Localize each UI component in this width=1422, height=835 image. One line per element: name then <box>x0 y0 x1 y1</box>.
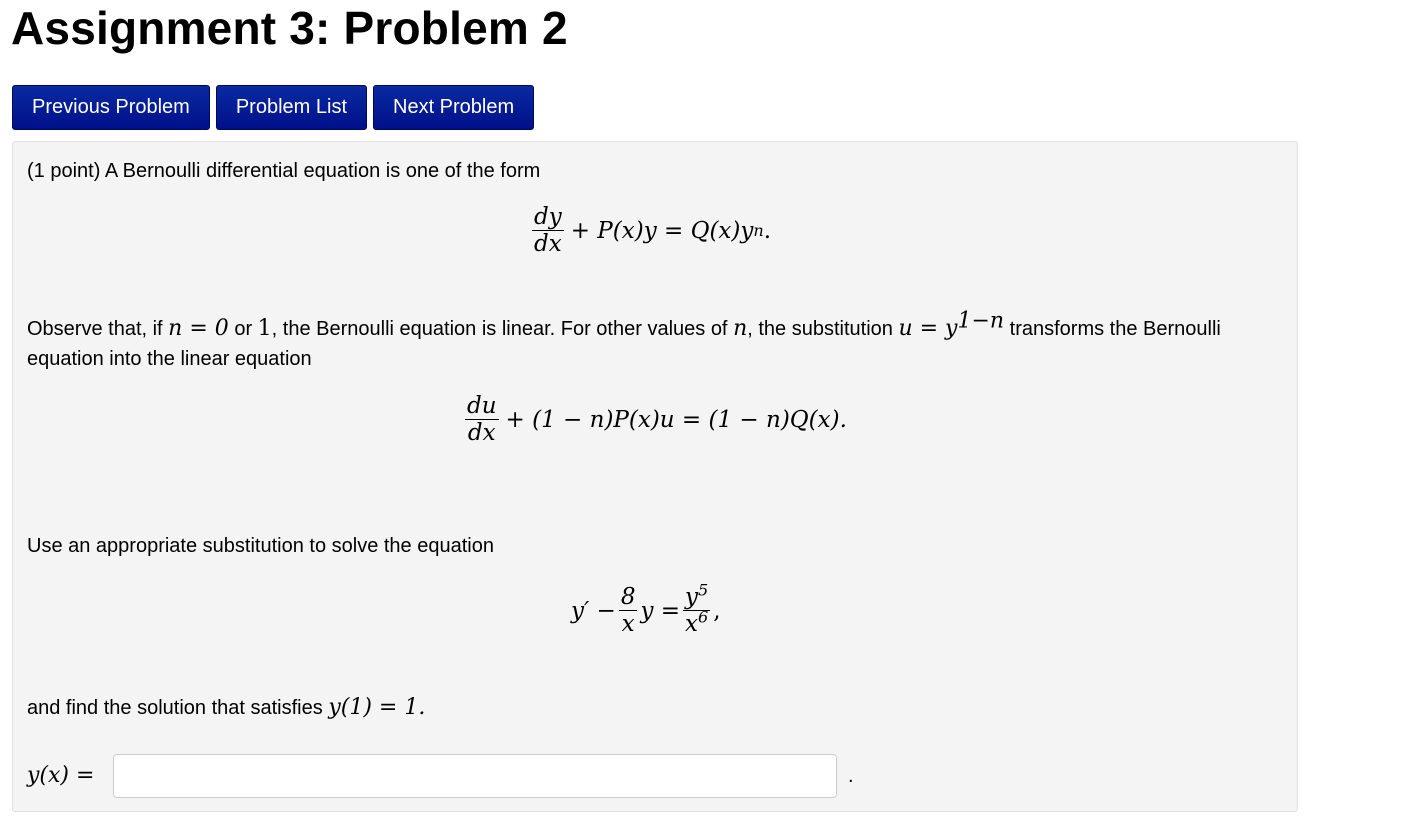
page-title: Assignment 3: Problem 2 <box>11 2 568 54</box>
answer-input[interactable] <box>113 754 837 798</box>
dy-dx-fraction: $\frac{dy}{dx}$ <box>534 204 562 257</box>
answer-end-period: . <box>848 765 854 787</box>
math-substitution-exponent: 1−n <box>957 308 1005 334</box>
initial-condition-math: y(1) = 1. <box>328 695 426 720</box>
observe-text-line2: equation into the linear equation <box>27 348 312 370</box>
linear-equation-rest: + (1 − n)P(x)u = (1 − n)Q(x). <box>505 406 847 433</box>
eight-over-x-fraction: $\frac{8}{x}$ <box>620 584 636 637</box>
bernoulli-equation: $\frac{dy}{dx}$ + P(x)y = Q(x)y n . <box>534 204 772 257</box>
math-1: 1 <box>257 316 272 341</box>
du-dx-fraction: $\frac{du}{dx}$ <box>467 393 497 446</box>
next-problem-button[interactable]: Next Problem <box>373 85 534 130</box>
problem-intro: (1 point) A Bernoulli differential equation is one of the form <box>27 160 541 182</box>
linear-equation <box>462 393 847 446</box>
given-equation-lhs: y′ − <box>571 597 616 624</box>
observe-text: Observe that, if n = 0 or 1, the Bernoulli equation is linear. For other values of n, the substitution $u = y^{1-n}$ transforms the Bernoulli <box>27 308 1221 341</box>
given-equation <box>571 580 721 637</box>
problem-list-button[interactable]: Problem List <box>216 85 367 130</box>
math-substitution: u = y <box>898 316 958 341</box>
initial-condition-text: and find the solution that satisfies y(1) = 1. <box>27 695 426 720</box>
math-n-equals-0: n = 0 <box>168 316 229 341</box>
y5-over-x6-fraction: $\frac{y^5}{x^6}$ <box>685 580 709 637</box>
bernoulli-equation-end: . <box>763 217 772 244</box>
bernoulli-equation-rest: + P(x)y = Q(x)y <box>570 217 754 244</box>
problem-panel <box>12 141 1298 812</box>
answer-label: y(x) = <box>27 763 95 788</box>
given-equation-mid: y = <box>640 597 681 624</box>
given-equation-end: , <box>713 597 721 624</box>
previous-problem-button[interactable]: Previous Problem <box>12 85 210 130</box>
use-substitution-text: Use an appropriate substitution to solve the equation <box>27 535 494 557</box>
problem-nav <box>12 85 534 130</box>
math-n: n <box>733 316 748 341</box>
